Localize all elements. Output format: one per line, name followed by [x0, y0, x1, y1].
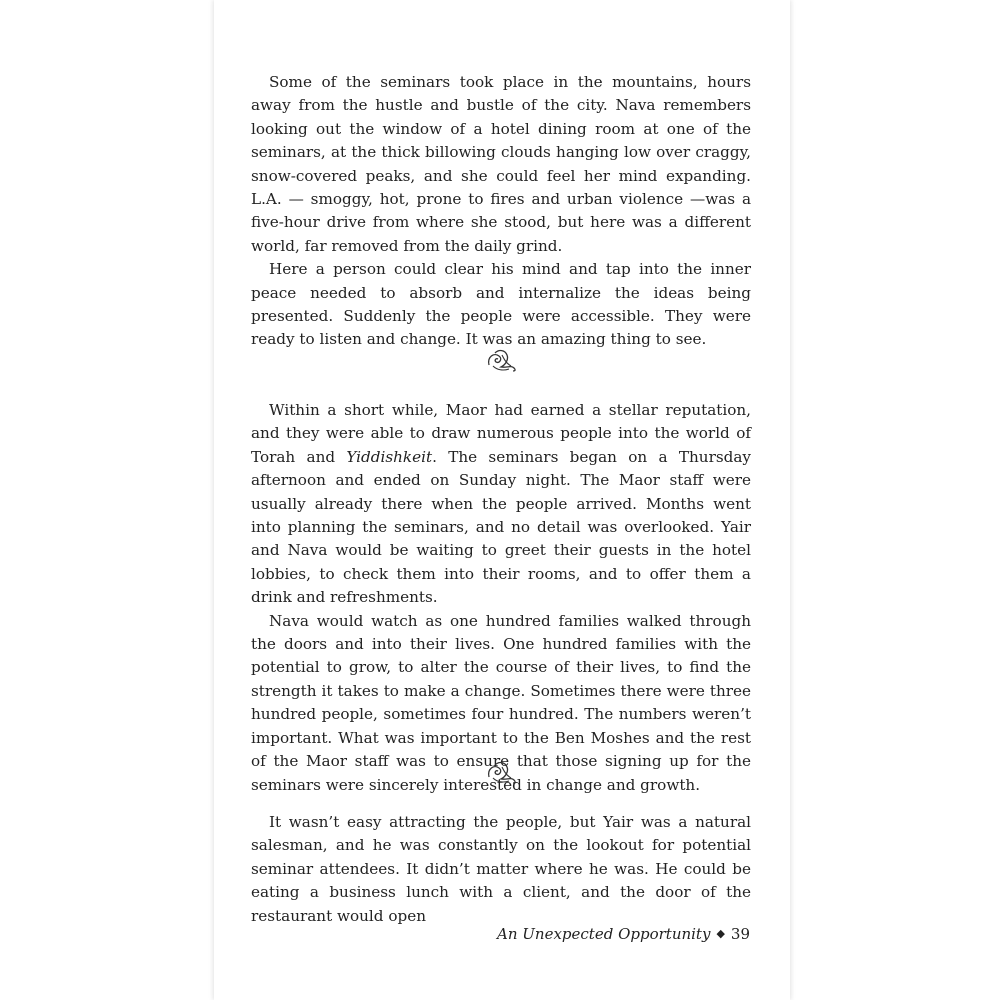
page-number: 39 — [730, 925, 750, 943]
section-2 — [251, 399, 751, 797]
running-title: An Unexpected Opportunity — [497, 925, 711, 943]
italic-term: Yiddishkeit — [346, 447, 433, 466]
paragraph: Some of the seminars took place in the mountains, hours away from the hustle and bustle of the city. Nava remembers looking out the window of a hotel dining room at one of the seminars, at the thick billowing clouds hanging low over craggy, snow-covered peaks, and she could feel her mind expanding. L.A. — smoggy, hot, prone to fires and urban violence —was a five-hour drive from where she stood, but here was a different world, far removed from the daily grind. — [251, 73, 751, 255]
section-1 — [251, 71, 751, 352]
diamond-separator-icon: ◆ — [716, 927, 725, 940]
paragraph — [251, 399, 751, 610]
paragraph-text: . The seminars began on a Thursday afternoon and ended on Sunday night. The Maor staff were usually already there when the people arrived. Months went into planning the seminars, and no detail was overlooked. Yair and Nava would be waiting to greet their guests in the hotel lobbies, to check them into their rooms, and to offer them a drink and refreshments. — [251, 447, 752, 607]
section-break-ornament — [214, 347, 790, 378]
flourish-ornament-icon — [485, 347, 519, 373]
book-page — [214, 0, 790, 1000]
page-footer — [497, 925, 750, 943]
paragraph: It wasn’t easy attracting the people, but Yair was a natural salesman, and he was constantly on the lookout for potential seminar attendees. It didn’t matter where he was. He could be eating a business lunch with a client, and the door of the restaurant would open — [251, 813, 751, 925]
flourish-ornament-icon — [485, 759, 519, 785]
paragraph-text: Within a short while, Maor had earned a stellar reputation, and they were able to draw numerous people into the world of Torah and — [251, 401, 751, 466]
paragraph: Nava would watch as one hundred families walked through the doors and into their lives. One hundred families with the potential to grow, to alter the course of their lives, to find the strength it takes to make a change. Sometimes there were three hundred people, sometimes four hundred. The numbers weren’t important. What was important to the Ben Moshes and the rest of the Maor staff was to ensure that those signing up for the seminars were sincerely interested in change and growth. — [251, 611, 751, 794]
section-3 — [251, 811, 751, 928]
section-break-ornament — [214, 759, 790, 790]
paragraph: Here a person could clear his mind and tap into the inner peace needed to absorb and internalize the ideas being presented. Suddenly the people were accessible. They were ready to listen and change. It was an amazing thing to see. — [251, 260, 751, 349]
